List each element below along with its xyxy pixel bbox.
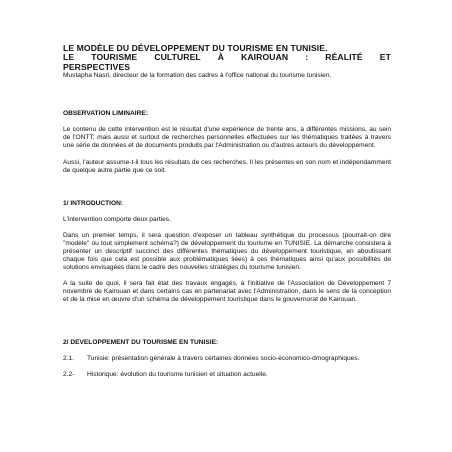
document-title (63, 44, 391, 72)
section-heading-development: 2/ DEVELOPPEMENT DU TOURISME EN TUNISIE: (63, 338, 219, 346)
list-item-number: 2.2- (63, 370, 75, 378)
observation-paragraph-2: Aussi, l'auteur assume-t-il tous les résultats de ces recherches. Il les présentes en son nom et indépendamment de quelque autre partie que ce soit. (63, 158, 391, 174)
section-observation (63, 110, 391, 174)
section-heading-introduction: 1/ INTRODUCTION: (63, 199, 124, 207)
introduction-paragraph-2: Dans un premier temps, il sera question d'exposer un tableau synthétique du processus (pourrait-on dire "modèle" ou tout simplement schéma?) de développement du tourisme en TUNISIE. La démarche consistera à présenter un descriptif succinct des différentes thématiques du développement touristique, en aboutissant chaque fois que cela est possible aux problématiques liées) à ces thématiques ainsi qu'aux possibilités de solutions envisagées dans le cadre des nouvelles stratégies du tourisme tunisien. (63, 231, 391, 272)
section-heading-observation: OBSERVATION LIMINAIRE: (63, 110, 148, 118)
list-item-text: Historique: évolution du tourisme tunisien et situation actuelle. (87, 370, 268, 378)
list-item-number: 2.1. (63, 354, 74, 362)
introduction-paragraph-3: A la suite de quoi, il sera fait état des travaux engagés, à l'initiative de l'Association de Développement 7 novembre de Kairouan et dans certains cas en partenariat avec l'Administration, dans le sens de la conception et de la mise en œuvre d'un schéma de développement touristique dans le gouvernorat de Kairouan. (63, 280, 391, 304)
title-line-2: LE TOURISME CULTUREL À KAIROUAN : RÉALITÉ ET (63, 52, 391, 63)
section-development (63, 339, 391, 379)
author-line: Mustapha Nasri, directeur de la formation des cadres à l'office national du tourisme tunisien. (63, 72, 332, 80)
title-line-3: PERSPECTIVES (63, 61, 131, 72)
introduction-paragraph-1: L'intervention comporte deux parties. (63, 215, 171, 223)
observation-paragraph-1: Le contenu de cette intervention est le résultat d'une expérience de trente ans, à différentes missions, au sein de l'ONTT; mais aussi et surtout de recherches personnelles effectuées sur les thématiques traitées à travers une série de données et de documents produits par l'Administration ou d'autres acteurs du développement. (63, 126, 391, 150)
section-introduction (63, 200, 391, 305)
document-page (63, 44, 391, 379)
title-line-1: LE MODÈLE DU DÉVELOPPEMENT DU TOURISME EN TUNISIE. (63, 43, 328, 53)
list-item (63, 355, 391, 363)
list-item (63, 371, 391, 379)
list-item-text: Tunisie: présentation générale à travers certaines données socio-économico-dmographiques. (87, 354, 360, 362)
